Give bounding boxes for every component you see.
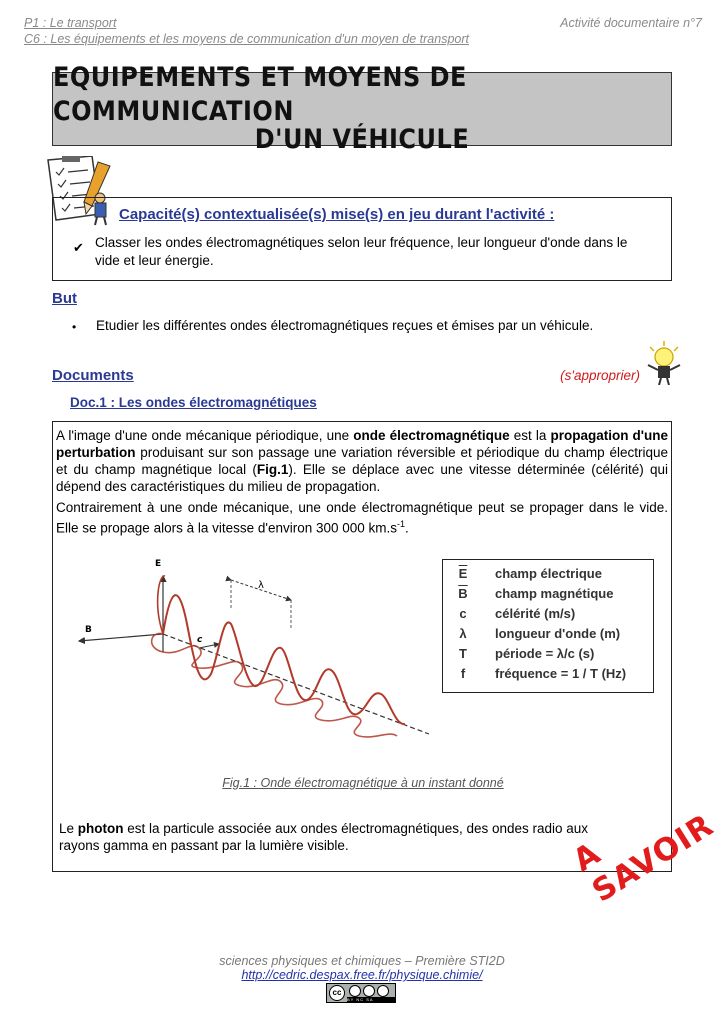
legend-label: période = λ/c (s) <box>495 646 595 661</box>
a-savoir-stamp: A SAVOIR <box>566 807 720 910</box>
legend-row <box>443 566 653 585</box>
em-wave-figure <box>59 544 439 764</box>
legend-symbol: $\overline{E}$ <box>458 566 468 581</box>
title-line-1: EQUIPEMENTS ET MOYENS DE COMMUNICATION <box>53 61 467 127</box>
p1-bold-fig: Fig.1 <box>256 462 289 477</box>
p2-text: Contrairement à une onde mécanique, une onde électromagnétique peut se propager dans le vide. Elle se propage alors à la vitesse d'environ 300 000 km.s <box>56 500 668 536</box>
legend-row <box>443 626 653 645</box>
title-line-2: D'UN VÉHICULE <box>254 123 470 155</box>
nc-icon <box>363 985 375 997</box>
doc1-box <box>52 421 672 872</box>
p1-text-a: A l'image d'une onde mécanique périodique, une <box>56 428 354 443</box>
figure-legend <box>442 559 654 693</box>
header-chapter: C6 : Les équipements et les moyens de communication d'un moyen de transport <box>24 32 469 46</box>
page-title <box>52 61 672 155</box>
legend-symbol: c <box>459 606 467 621</box>
legend-symbol: T <box>459 646 467 661</box>
axis-label-B: B <box>85 625 92 635</box>
footer-link[interactable]: http://cedric.despax.free.fr/physique.chimie/ <box>241 968 483 982</box>
doc1-title: Doc.1 : Les ondes électromagnétiques <box>70 395 317 410</box>
p1-text-c: est la <box>509 428 551 443</box>
p2-superscript: -1 <box>397 519 406 529</box>
by-icon <box>349 985 361 997</box>
legend-symbol: f <box>460 666 466 681</box>
legend-row <box>443 606 653 625</box>
p3-text-a: Le <box>59 821 78 836</box>
goal-item: Etudier les différentes ondes électromagnétiques reçues et émises par un véhicule. <box>96 318 594 333</box>
legend-row <box>443 586 653 605</box>
p1-bold-em-wave: onde électromagnétique <box>353 428 510 443</box>
license-text: BY NC SA <box>347 997 395 1002</box>
figure-caption: Fig.1 : Onde électromagnétique à un instant donné <box>222 776 504 790</box>
header-activity: Activité documentaire n°7 <box>560 16 702 30</box>
check-icon: ✔ <box>73 240 84 255</box>
paragraph-2 <box>56 499 668 537</box>
bullet-icon: • <box>72 320 77 334</box>
documents-heading: Documents <box>52 367 134 384</box>
legend-label: fréquence = 1 / T (Hz) <box>495 666 627 681</box>
legend-label: champ magnétique <box>495 586 614 601</box>
axis-label-E: E <box>155 559 162 569</box>
legend-row <box>443 646 653 665</box>
capacity-item: Classer les ondes électromagnétiques selon leur fréquence, leur longueur d'onde dans le vide et leur énergie. <box>95 235 628 268</box>
legend-symbol: λ <box>459 626 467 641</box>
capacity-heading: Capacité(s) contextualisée(s) mise(s) en jeu durant l'activité : <box>119 206 555 223</box>
p2-end: . <box>405 520 409 536</box>
footer-course: sciences physiques et chimiques – Première STI2D <box>219 954 505 968</box>
p1-text-g: ). Elle se déplace avec une vitesse déterminée (célérité) qui dépend des caractéristiques du milieu de propagation. <box>56 462 668 494</box>
velocity-label-c: c <box>197 635 203 645</box>
cc-icon: cc <box>329 985 345 1001</box>
lightbulb-person-icon <box>645 341 683 385</box>
legend-label: champ électrique <box>495 566 602 581</box>
goal-heading: But <box>52 290 77 307</box>
header-part: P1 : Le transport <box>24 16 117 30</box>
legend-symbol: $\overline{B}$ <box>458 586 468 601</box>
skill-tag: (s'approprier) <box>560 368 640 383</box>
legend-row <box>443 666 653 685</box>
paragraph-1 <box>56 427 668 495</box>
paragraph-3 <box>59 820 629 854</box>
p1-text-e: produisant sur son passage une variation réversible et périodique du champ électrique et du champ magnétique local ( <box>56 445 668 477</box>
wavelength-label: λ <box>258 580 264 591</box>
legend-label: longueur d'onde (m) <box>495 626 621 641</box>
capacity-box <box>52 197 672 281</box>
p3-bold-photon: photon <box>77 821 124 836</box>
p1-bold-propagation: propagation d'une perturbation <box>56 428 668 460</box>
sa-icon <box>377 985 389 997</box>
creative-commons-badge <box>326 983 396 1003</box>
p3-text-c: est la particule associée aux ondes électromagnétiques, des ondes radio aux rayons gamma en passant par la lumière visible. <box>59 821 589 853</box>
legend-label: célérité (m/s) <box>495 606 576 621</box>
